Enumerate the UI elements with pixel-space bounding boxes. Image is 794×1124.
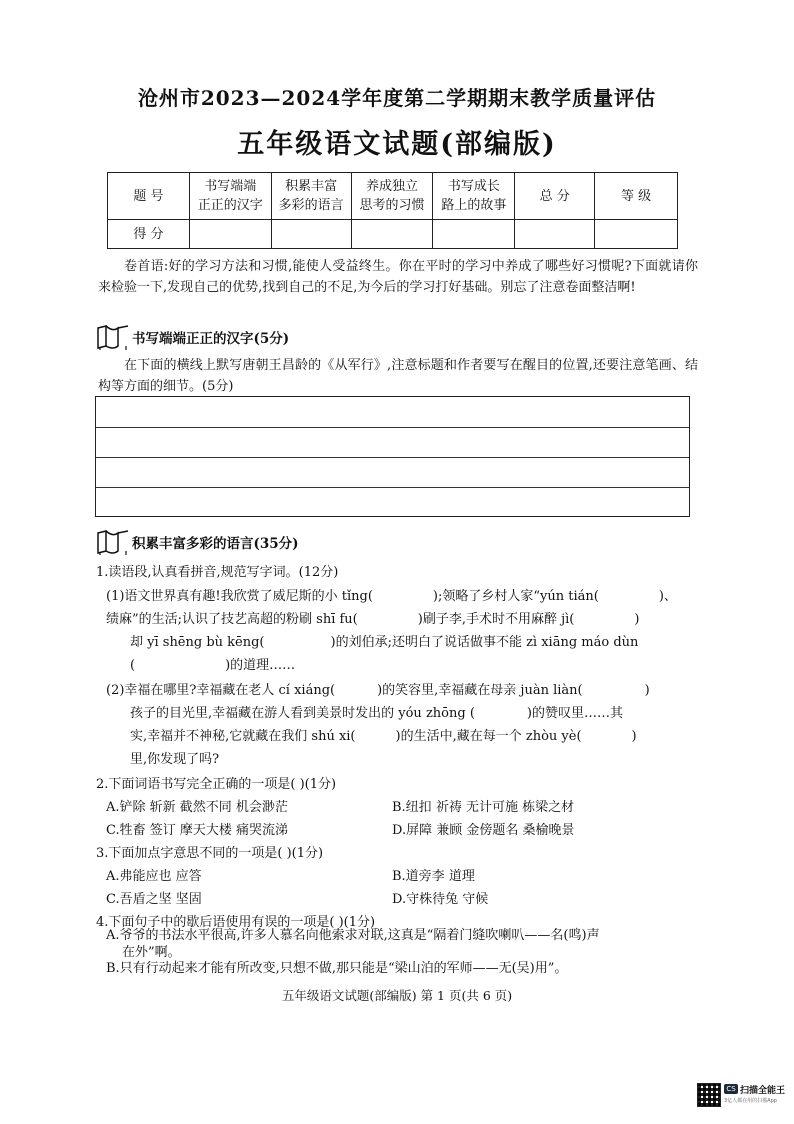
score-header-label: 书写端端 [204,179,257,194]
q3-option-b[interactable]: B.道旁李 道理 [392,869,475,884]
score-cell[interactable] [189,220,271,249]
writing-line [96,457,689,458]
q4-option-a-line2[interactable]: 在外”啊。 [122,945,181,960]
q1-p1-line3 [130,632,638,654]
score-col-thinking [351,173,433,220]
score-cell[interactable] [595,220,678,249]
q1-text: ) [644,683,650,698]
q1-text: )的赞叹里……其 [526,706,623,721]
q1-p2-line1 [106,680,650,702]
book-icon [96,529,130,555]
score-cell[interactable] [351,220,433,249]
q3-option-c[interactable]: C.吾盾之坚 坚固 [106,892,202,907]
q1-text: )的道理…… [225,658,296,673]
writing-line [96,487,689,488]
q4-option-a-line1[interactable]: A.爷爷的书法水平很高,许多人慕名向他索求对联,这真是“隔着门缝吹喇叭——名(鸣)声 [106,928,600,943]
section2-heading [96,528,299,556]
q1-text: 却 yī shēng bù kēng( [130,635,265,650]
camscanner-logo: CS [724,1084,738,1094]
q1-text: 实,幸福并不神秘,它就藏在我们 shú xi( [130,729,356,744]
qr-code-icon [697,1083,721,1107]
score-col-total [515,173,595,220]
exam-paper-title: 五年级语文试题(部编版) [237,129,557,160]
q1-p2-line2 [130,703,623,725]
q4-option-b[interactable]: B.只有行动起来才能有所改变,只想不做,那只能是“梁山泊的军师——无(吴)用”。 [106,961,568,976]
q2-title: 2.下面词语书写完全正确的一项是( )(1分) [96,777,337,792]
q1-p1-line2 [106,609,639,631]
score-col-language [271,173,351,220]
q1-text: )、 [658,589,677,604]
q1-text: (1)语文世界真有趣!我欣赏了威尼斯的小 tǐng( [106,589,373,604]
intro-paragraph: 卷首语:好的学习方法和习惯,能使人受益终生。你在平时的学习中养成了哪些好习惯呢?下面就请你来检验一下,发现自己的优势,找到自己的不足,为今后的学习打好基础。别忘了注意卷面整洁啊! [98,259,698,295]
section1-heading-text: 书写端端正正的汉字(5分) [132,331,290,347]
score-header-label: 路上的故事 [441,198,507,213]
q2-option-d[interactable]: D.屏障 兼顾 金傍题名 桑榆晚景 [392,823,575,838]
score-table [107,172,678,249]
writing-line [96,427,689,428]
score-header-label: 思考的习惯 [359,198,425,213]
watermark-subtext: 3亿人都在用的扫描App [724,1098,777,1104]
q4-title: 4.下面句子中的歇后语使用有误的一项是( )(1分) [96,915,376,930]
q1-text: 孩子的目光里,幸福藏在游人看到美景时发出的 yóu zhōng ( [130,706,475,721]
book-icon [96,324,130,350]
score-row-label: 得 分 [108,220,190,249]
writing-area[interactable] [95,396,690,517]
q1-text: 绩麻”的生活;认识了技艺高超的粉刷 shī fu( [106,612,358,627]
q1-text: )刷子李,手术时不用麻醉 jì( [417,612,575,627]
score-header-label: 积累丰富 [285,179,338,194]
q1-text: ) [631,729,637,744]
score-cell[interactable] [433,220,515,249]
q1-p2-line3 [130,726,637,748]
q1-p2-line4: 里,你发现了吗? [130,752,220,767]
q3-option-d[interactable]: D.守株待兔 守候 [392,892,489,907]
score-col-story [433,173,515,220]
page-footer: 五年级语文试题(部编版) 第 1 页(共 6 页) [281,988,513,1003]
score-header-label: 多彩的语言 [278,198,344,213]
q2-option-c[interactable]: C.牲畜 签订 摩天大楼 痛哭流涕 [106,823,289,838]
score-table-header-row [108,173,678,220]
score-header-label: 养成独立 [365,179,418,194]
q1-text: ( [130,658,136,673]
score-col-question [108,173,190,220]
q3-title: 3.下面加点字意思不同的一项是( )(1分) [96,846,324,861]
section1-instruction: 在下面的横线上默写唐朝王昌龄的《从军行》,注意标题和作者要写在醒目的位置,还要注意笔画、结构等方面的细节。(5分) [98,358,698,394]
watermark-text: 扫描全能王 [740,1086,786,1096]
q2-option-a[interactable]: A.铲除 斩新 截然不同 机会渺茫 [106,800,288,815]
q1-text: )的刘伯承;还明白了说话做事不能 zì xiāng máo dùn [330,635,639,650]
q1-text: )的生活中,藏在每一个 zhòu yè( [395,729,582,744]
score-cell[interactable] [515,220,595,249]
q1-text: )的笑容里,幸福藏在母亲 juàn liàn( [377,683,583,698]
score-cell[interactable] [271,220,351,249]
q1-p1-line4 [130,655,295,677]
section2-heading-text: 积累丰富多彩的语言(35分) [132,536,299,552]
q1-title: 1.读语段,认真看拼音,规范写字词。(12分) [96,565,339,580]
section1-heading [96,323,289,351]
q1-text: (2)幸福在哪里?幸福藏在老人 cí xiáng( [106,683,336,698]
q1-text: );领略了乡村人家“yún tián( [432,589,599,604]
score-header-label: 正正的汉字 [197,198,263,213]
q1-p1-line1 [106,586,677,608]
q3-option-a[interactable]: A.弗能应也 应答 [106,869,202,884]
q2-option-b[interactable]: B.纽扣 祈祷 无计可施 栋梁之材 [392,800,575,815]
score-col-handwriting [189,173,271,220]
q1-text: ) [634,612,640,627]
exam-region-title: 沧州市2023—2024学年度第二学期期末教学质量评估 [137,86,657,110]
score-table-score-row [108,220,678,249]
score-header-label: 书写成长 [447,179,500,194]
score-header-label: 总 分 [539,188,570,204]
score-header-label: 等 级 [620,188,652,204]
score-header-label: 题 号 [133,188,164,204]
score-col-grade [595,173,678,220]
